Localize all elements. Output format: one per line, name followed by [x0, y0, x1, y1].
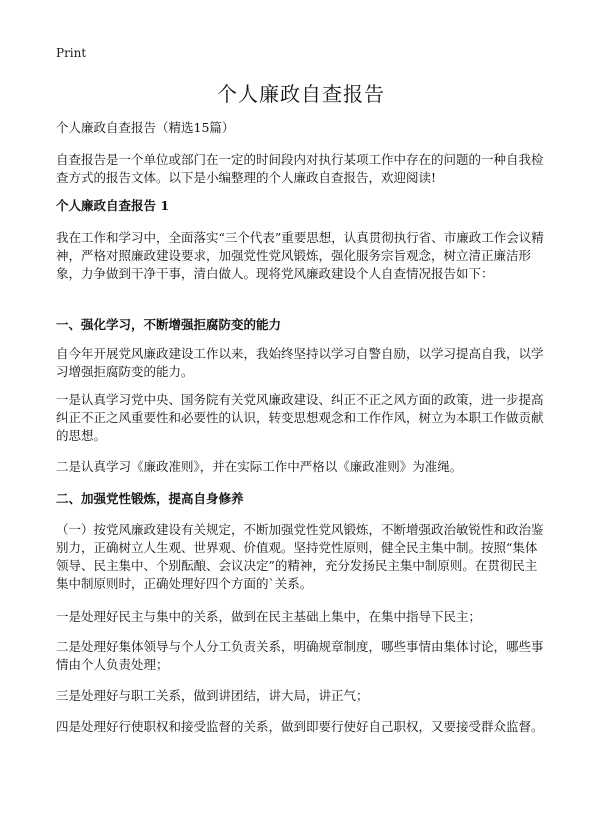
paragraph-4: 二是认真学习《廉政准则》，并在实际工作中严格以《廉政准则》为准绳。 — [56, 459, 463, 474]
paragraph-8: 三是处理好与职工关系，做到讲团结，讲大局，讲正气； — [56, 688, 369, 703]
print-link[interactable]: Print — [56, 46, 87, 60]
section-2-heading: 二、加强党性锻炼，提高自身修养 — [56, 491, 244, 506]
paragraph-7: 二是处理好集体领导与个人分工负责关系，明确规章制度，哪些事情由集体讨论，哪些事情由个人负责处理； — [56, 639, 544, 672]
report-heading: 个人廉政自查报告 1 — [56, 198, 170, 213]
paragraph-5: （一）按党风廉政建设有关规定，不断加强党性党风锻炼，不断增强政治敏锐性和政治鉴别力，正确树立人生观、世界观、价值观。坚持党性原则，健全民主集中制。按照“集体领导、民主集中、个别酝酿、会议决定”的精神，充分发扬民主集中制原则。在贯彻民主集中制原则时，正确处理好四个方面的`关系。 — [56, 522, 544, 591]
subtitle: 个人廉政自查报告（精选15篇） — [56, 120, 235, 135]
section-1-heading: 一、强化学习，不断增强拒腐防变的能力 — [56, 317, 282, 332]
paragraph-1: 我在工作和学习中，全面落实“三个代表”重要思想，认真贯彻执行省、市廉政工作会议精神，严格对照廉政建设要求，加强党性党风锻炼，强化服务宗旨观念，树立清正廉洁形象，力争做到干净干事，清白做人。现将党风廉政建设个人自查情况报告如下： — [56, 230, 544, 281]
paragraph-9: 四是处理好行使职权和接受监督的关系，做到即要行使好自己职权，又要接受群众监督。 — [56, 719, 544, 734]
paragraph-6: 一是处理好民主与集中的关系，做到在民主基础上集中，在集中指导下民主； — [56, 609, 482, 624]
intro-paragraph: 自查报告是一个单位或部门在一定的时间段内对执行某项工作中存在的问题的一种自我检查方式的报告文体。以下是小编整理的个人廉政自查报告，欢迎阅读! — [56, 152, 544, 185]
page-title: 个人廉政自查报告 — [217, 82, 385, 106]
paragraph-2: 自今年开展党风廉政建设工作以来，我始终坚持以学习自警自励，以学习提高自我，以学习增强拒腐防变的能力。 — [56, 346, 544, 379]
paragraph-3: 一是认真学习党中央、国务院有关党风廉政建设、纠正不正之风方面的政策，进一步提高纠正不正之风重要性和必要性的认识，转变思想观念和工作作风，树立为本职工作做贡献的思想。 — [56, 392, 544, 443]
